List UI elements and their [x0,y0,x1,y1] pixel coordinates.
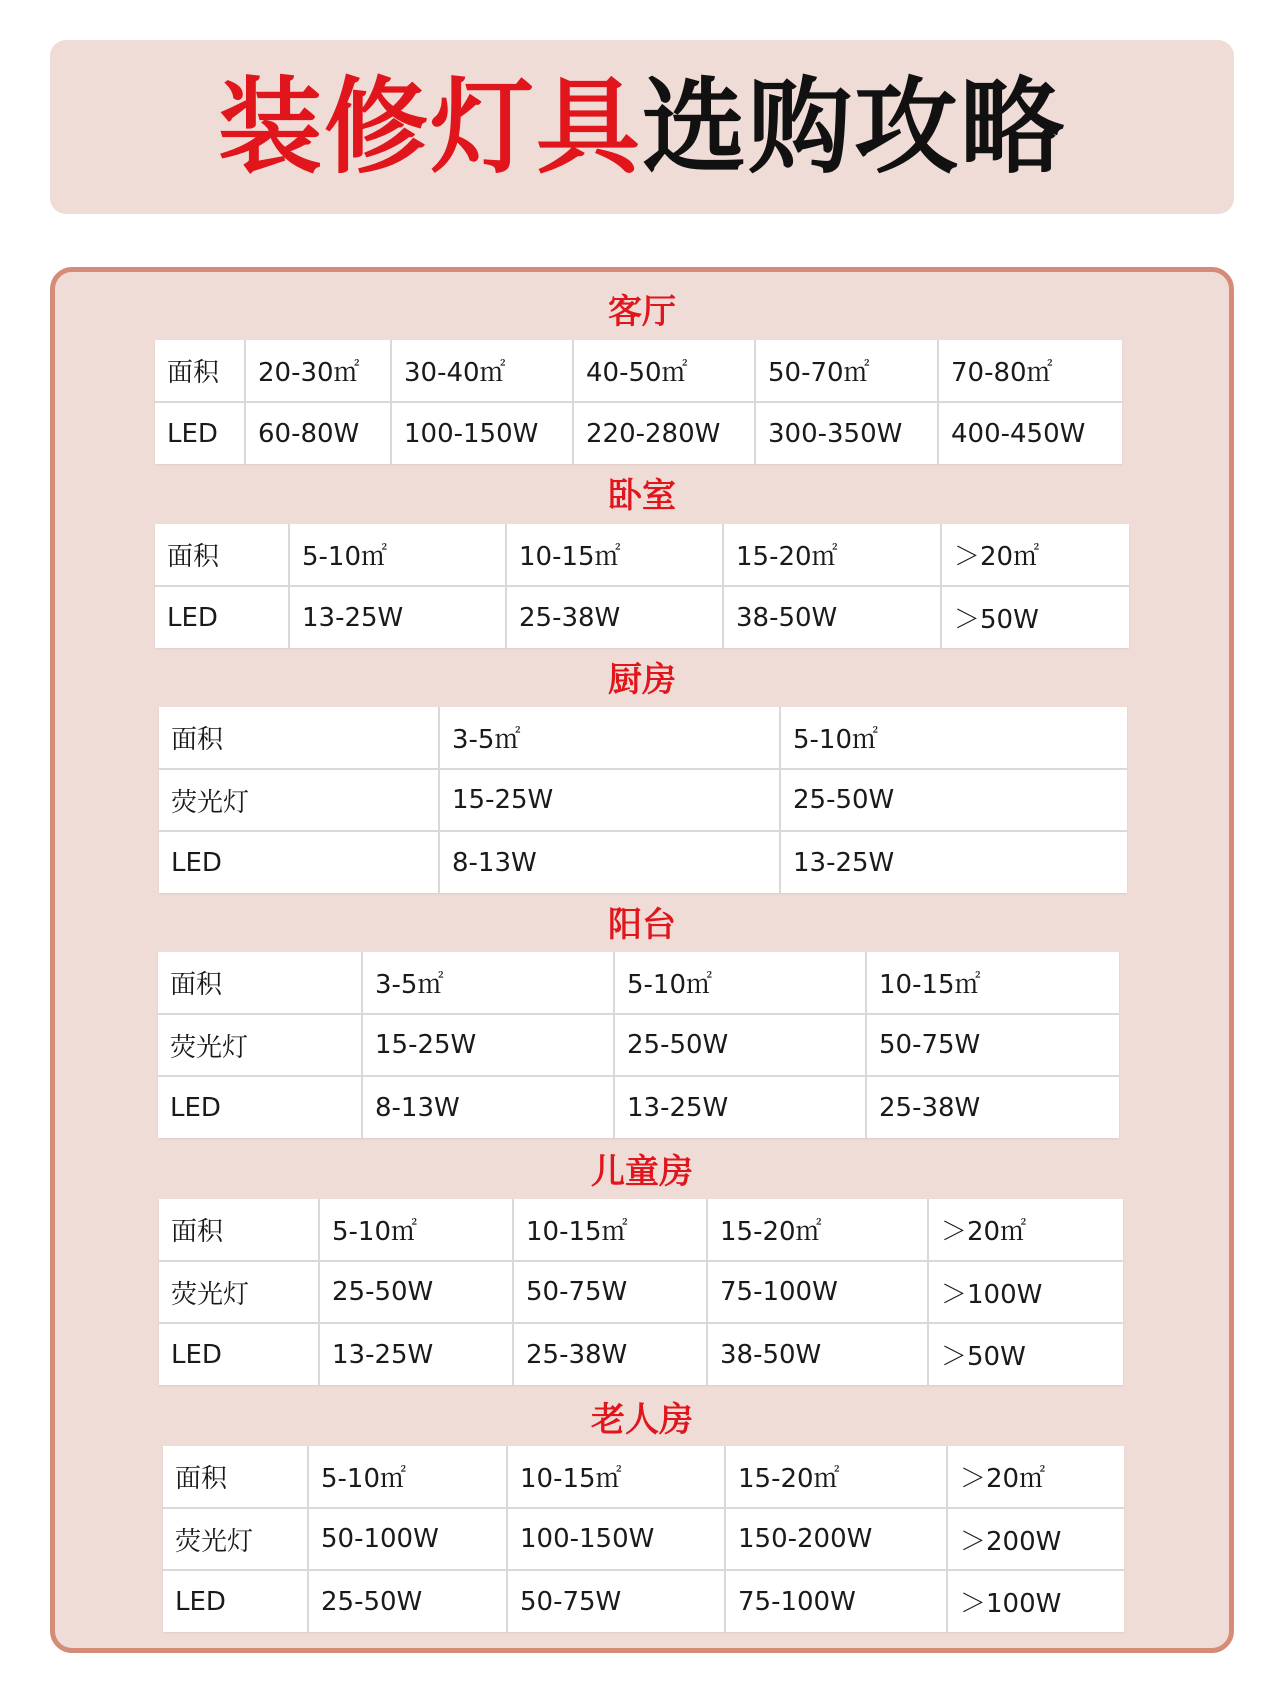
table-cell: 10-15㎡ [513,1199,707,1261]
table-cell: 150-200W [725,1508,947,1570]
table-cell: 8-13W [362,1076,614,1138]
table-cell: 25-38W [879,1092,981,1123]
section-title-kitchen: 厨房 [608,660,676,700]
table-cell: 38-50W [723,586,941,648]
table-cell: 50-75W [513,1261,707,1323]
table-cell: 8-13W [439,831,780,893]
table-row [159,1199,1123,1261]
table-cell: 13-25W [614,1076,866,1138]
table-cell: 50-70㎡ [755,340,938,402]
row-label: 荧光灯 [159,769,439,831]
table-cell: 13-25W [319,1323,513,1385]
table-cell: 50-100W [308,1508,507,1570]
row-label: 面积 [155,524,289,586]
table-cell: 5-10㎡ [614,952,866,1014]
table-cell: ＞20㎡ [941,524,1129,586]
kids-room-table [159,1199,1123,1385]
living-room-table [155,340,1122,464]
table-cell: ＞100W [960,1589,1062,1619]
table-cell: 100-150W [391,402,573,464]
table-row [158,952,1119,1014]
row-label: 荧光灯 [163,1508,308,1570]
table-cell: 25-50W [319,1261,513,1323]
table-cell: 13-25W [289,586,506,648]
table-cell: 25-50W [780,769,1127,831]
table-row [163,1508,1124,1570]
row-label: 面积 [158,952,362,1014]
table-row [158,1076,1119,1138]
page-title [217,66,1067,188]
row-label: LED [155,402,245,464]
page-title-black: 选购攻略 [642,66,1067,188]
table-row [155,340,1122,402]
table-row [159,707,1127,769]
table-row [155,586,1129,648]
elderly-room-table [163,1446,1124,1632]
row-label: 荧光灯 [158,1014,362,1076]
section-title-kids-room: 儿童房 [591,1152,693,1192]
balcony-table [158,952,1119,1138]
table-cell: 10-15㎡ [866,952,1119,1014]
section-title-balcony: 阳台 [608,905,676,945]
table-cell: 15-20㎡ [707,1199,928,1261]
table-cell: 75-100W [725,1570,947,1632]
table-cell: 5-10㎡ [308,1446,507,1508]
table-cell: 25-38W [513,1323,707,1385]
table-row [159,831,1127,893]
row-label: 面积 [159,1199,319,1261]
row-label: 面积 [155,340,245,402]
table-cell: ＞200W [947,1508,1124,1570]
table-cell: 300-350W [755,402,938,464]
table-row [159,1323,1123,1385]
table-cell: 15-25W [439,769,780,831]
page-title-red: 装修灯具 [217,66,642,188]
table-cell: 15-25W [362,1014,614,1076]
row-label: 面积 [159,707,439,769]
section-title-living-room: 客厅 [608,292,676,332]
table-cell: 75-100W [707,1261,928,1323]
table-cell: 10-15㎡ [507,1446,725,1508]
table-cell: 15-20㎡ [723,524,941,586]
table-cell: 3-5㎡ [362,952,614,1014]
table-cell: 40-50㎡ [573,340,755,402]
section-title-elderly-room: 老人房 [591,1400,693,1440]
table-cell: 3-5㎡ [439,707,780,769]
table-cell: 5-10㎡ [780,707,1127,769]
kitchen-table [159,707,1127,893]
table-cell: 25-50W [308,1570,507,1632]
table-row [163,1446,1124,1508]
title-banner [50,40,1234,214]
table-cell: 13-25W [793,847,895,878]
row-label: LED [158,1076,362,1138]
row-label: 荧光灯 [159,1261,319,1323]
table-cell: 10-15㎡ [506,524,723,586]
section-title-bedroom: 卧室 [608,476,676,516]
table-cell: 70-80㎡ [938,340,1122,402]
table-cell: 100-150W [507,1508,725,1570]
table-cell: ＞20㎡ [928,1199,1123,1261]
table-cell: 15-20㎡ [725,1446,947,1508]
table-cell: 20-30㎡ [245,340,391,402]
table-cell: 400-450W [951,418,1086,449]
table-cell: 25-50W [614,1014,866,1076]
row-label: LED [163,1570,308,1632]
table-cell: 30-40㎡ [391,340,573,402]
table-row [159,1261,1123,1323]
table-cell: ＞50W [941,1342,1026,1372]
table-cell: 60-80W [245,402,391,464]
table-cell: 5-10㎡ [289,524,506,586]
row-label: 面积 [163,1446,308,1508]
table-row [158,1014,1119,1076]
table-cell: 50-75W [866,1014,1119,1076]
table-row [155,524,1129,586]
table-cell: ＞100W [928,1261,1123,1323]
row-label: LED [159,831,439,893]
table-row [155,402,1122,464]
row-label: LED [155,586,289,648]
row-label: LED [159,1323,319,1385]
table-row [163,1570,1124,1632]
table-cell: 25-38W [506,586,723,648]
table-cell: 5-10㎡ [319,1199,513,1261]
table-cell: ＞50W [954,605,1039,635]
bedroom-table [155,524,1129,648]
table-row [159,769,1127,831]
table-cell: ＞20㎡ [947,1446,1124,1508]
table-cell: 50-75W [507,1570,725,1632]
table-cell: 38-50W [707,1323,928,1385]
table-cell: 220-280W [573,402,755,464]
